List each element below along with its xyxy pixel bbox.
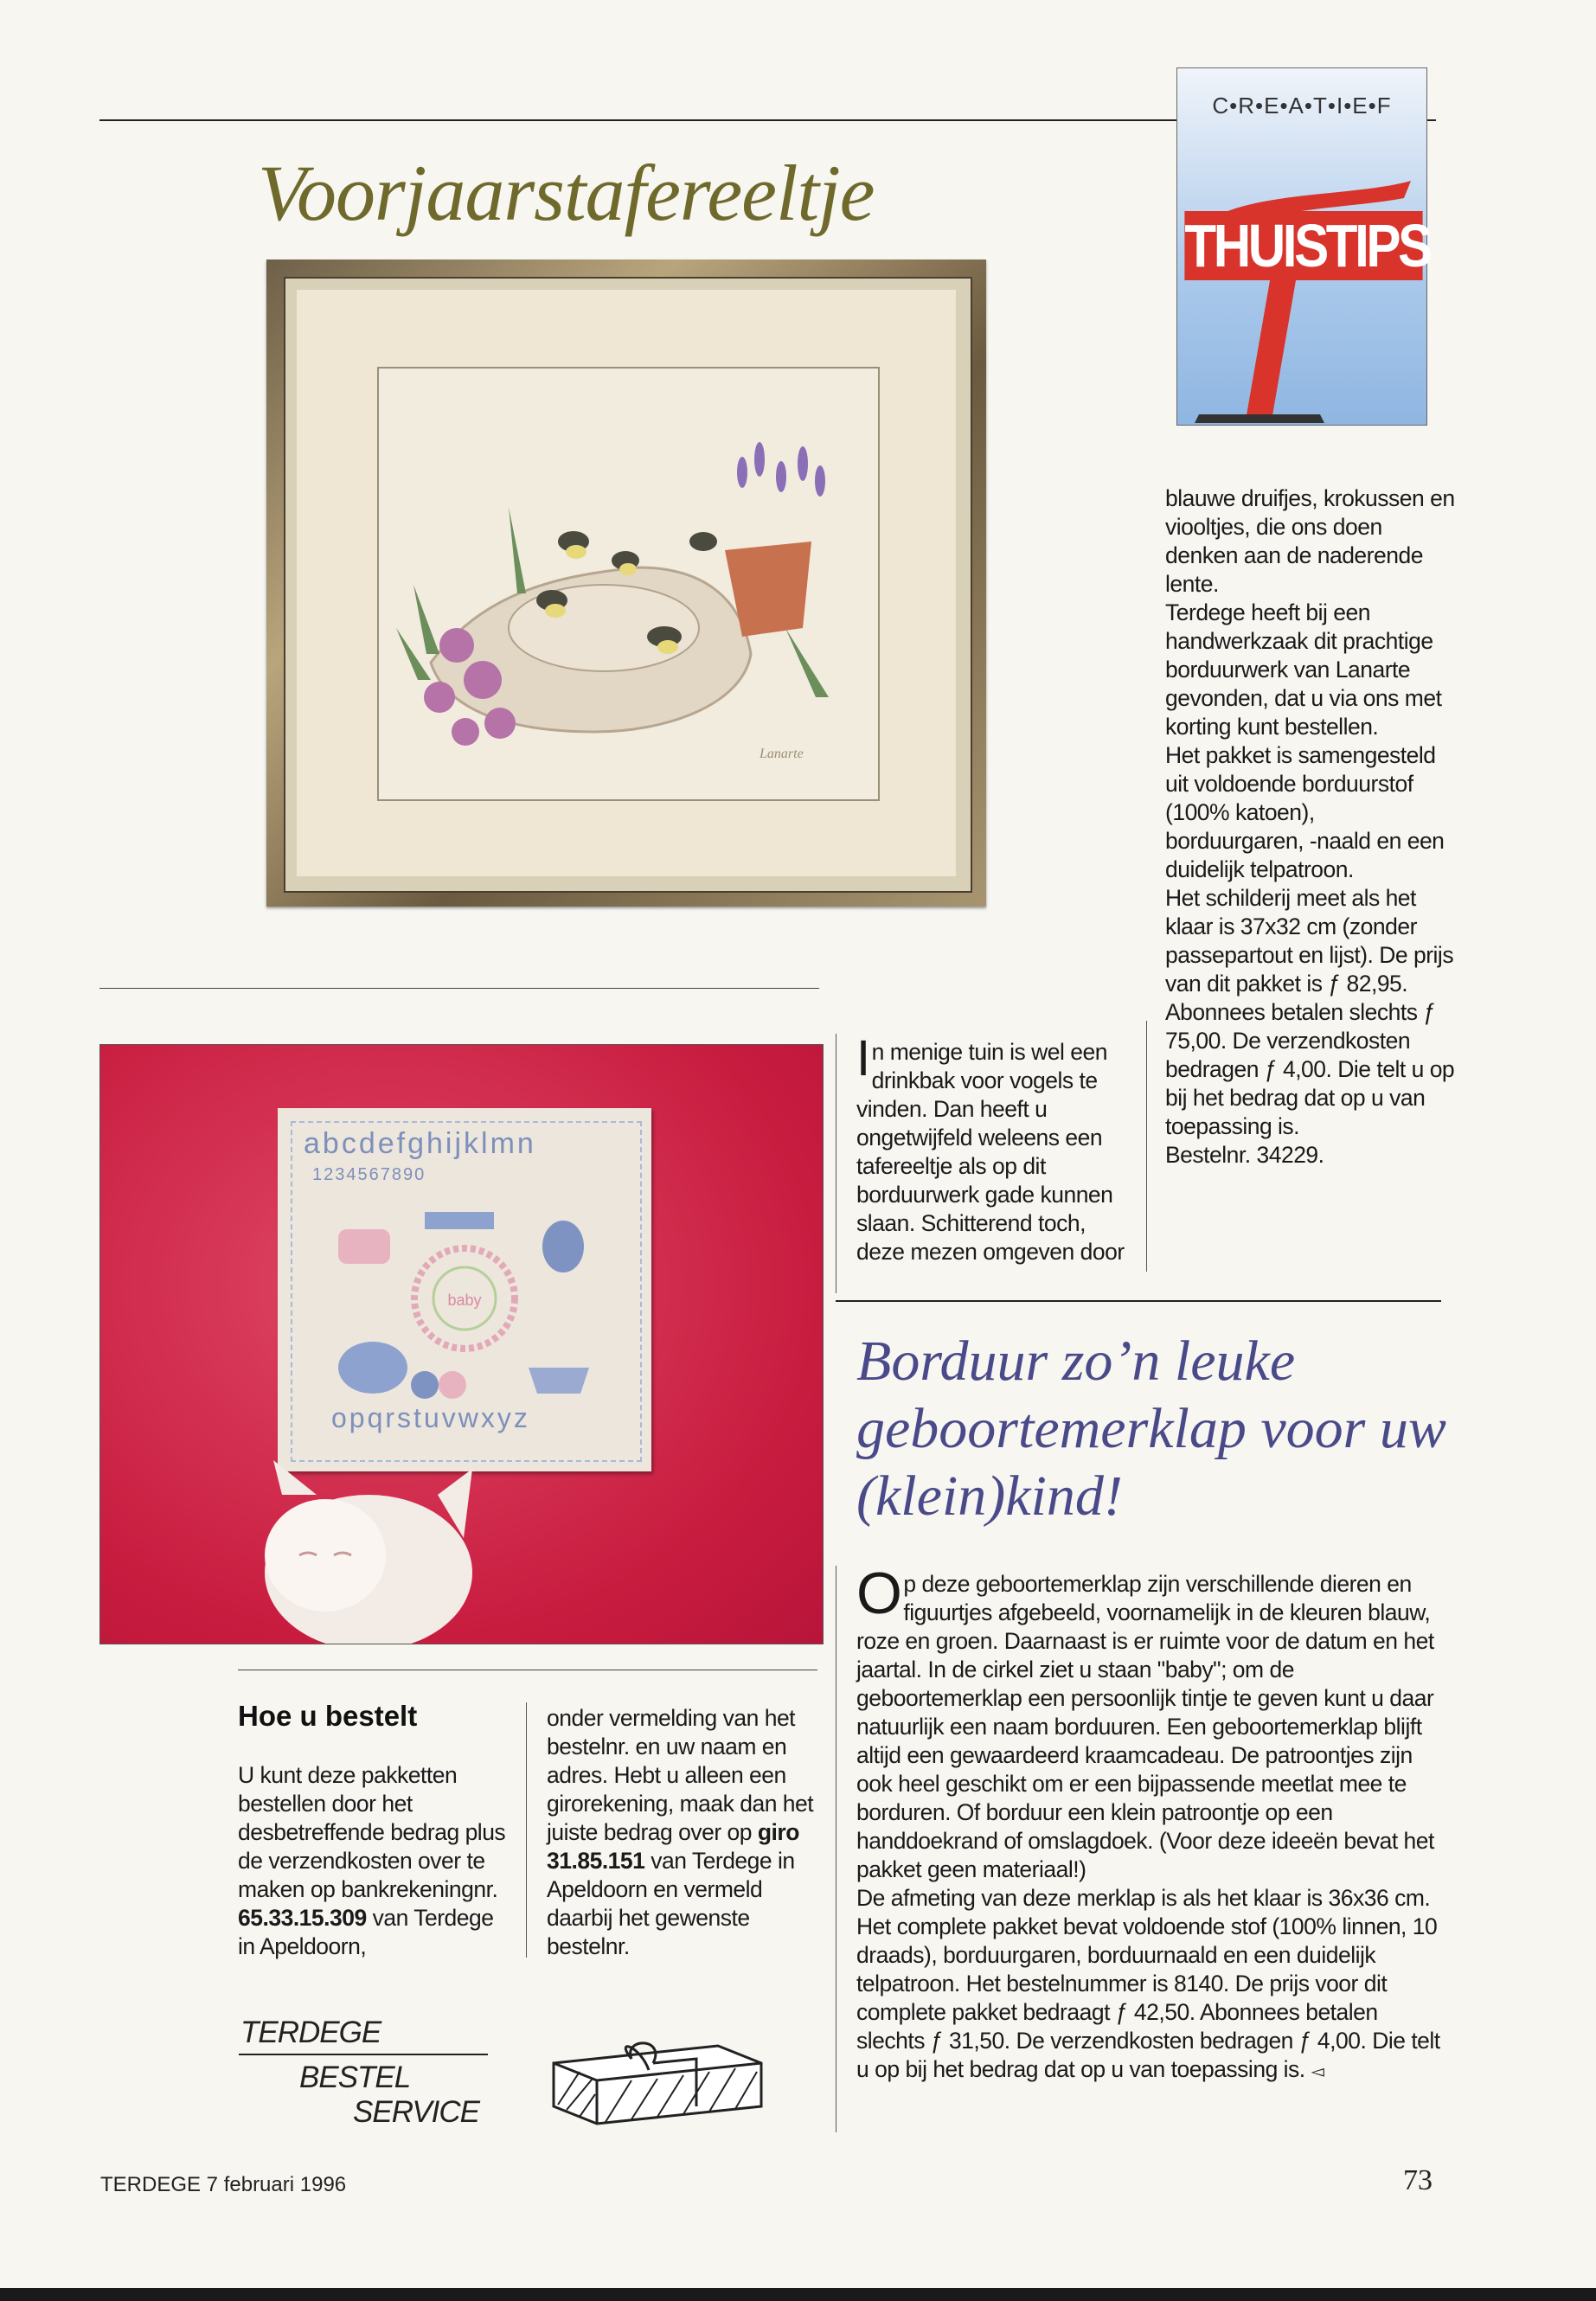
terdege-bestel-service-logo — [239, 2016, 490, 2137]
sampler-photo — [99, 1044, 824, 1644]
paragraph-text: De afmeting van deze merklap is als het klaar is 36x36 cm. Het complete pakket bevat voldoende stof (100% linnen, 10 draads), borduurgaren, borduurnaald en een duidelijk telpatroon. Het bestelnummer is 8140. De prijs voor dit complete pakket bedraagt ƒ 42,50. Abonnees betalen slechts ƒ 31,50. De verzendkosten bedragen ƒ 4,00. Die telt u op bij het bedrag dat op u van toepassing is. — [856, 1885, 1440, 2082]
order-text: van Terdege in Apeldoorn en vermeld daarbij het gewenste bestelnr. — [547, 1848, 795, 1959]
page-number: 73 — [1403, 2164, 1433, 2196]
sampler-alphabet-bottom: opqrstuvwxyz — [331, 1402, 530, 1433]
sampler-motifs — [304, 1195, 625, 1428]
paragraph: Het schilderij meet als het klaar is 37x32 cm (zonder passepartout en lijst). De prijs van dit pakket is ƒ 82,95. Abonnees betalen slechts ƒ 75,00. De verzendkosten bedragen ƒ 4,00. Die telt u op bij het bedrag dat op u van toepassing is. — [1165, 885, 1455, 1139]
paragraph: p deze geboortemerklap zijn verschillende dieren en figuurtjes afgebeeld, voornamelijk in de kleuren blauw, roze en groen. Daarnaast is er ruimte voor de datum en het jaartal. In de cirkel ziet u staan "baby"; om de geboortemerklap een persoonlijk tintje te geven kunt u daar natuurlijk een naam borduuren. Een geboortemerklap blijft altijd een gewaardeerd kraamcadeau. De patroontjes zijn ook heel geschikt om er een bijpassende meetlat mee te borduren. Of borduur een klein patroontje op een handdoekrand of omslagdoek. (Voor deze ideeën bevat het pakket geen materiaal!) — [856, 1571, 1434, 1882]
thuistips-logo — [1176, 67, 1430, 426]
order-heading: Hoe u bestelt — [238, 1700, 418, 1732]
end-mark: ◅ — [1311, 2062, 1324, 2081]
brand-label: C•R•E•A•T•I•E•F — [1212, 93, 1392, 119]
dropcap: I — [856, 1030, 870, 1086]
gift-package-icon — [545, 2011, 770, 2132]
footer-issue: TERDEGE 7 februari 1996 — [100, 2173, 347, 2196]
column-rule — [526, 1702, 527, 1958]
paragraph — [856, 1884, 1445, 2086]
lanarte-signature: Lanarte — [760, 747, 804, 761]
order-text: onder vermelding van het bestelnr. en uw naam en adres. Hebt u alleen een girorekening, maak dan het juiste bedrag over op — [547, 1705, 814, 1845]
divider-rule — [99, 988, 819, 989]
birdbath-scene-image — [379, 369, 878, 799]
divider-rule — [836, 1300, 1441, 1302]
giro-number: giro 31.85.151 — [547, 1819, 799, 1874]
framed-embroidery-image — [266, 260, 986, 907]
paragraph: blauwe druifjes, krokussen en viooltjes, die ons doen denken aan de naderende lente. — [1165, 485, 1455, 597]
paragraph: Bestelnr. 34229. — [1165, 1142, 1324, 1168]
dropcap: O — [856, 1561, 902, 1626]
paragraph: Terdege heeft bij een handwerkzaak dit prachtige borduurwerk van Lanarte gevonden, dat u via ons met korting kunt bestellen. — [1165, 599, 1442, 740]
article2-body — [856, 1561, 1445, 2086]
plush-cat-image — [247, 1460, 524, 1644]
logo-line-1: TERDEGE — [240, 2016, 381, 2049]
sampler-baby-label: baby — [447, 1292, 482, 1309]
paragraph: Het pakket is samengesteld uit voldoende borduurstof (100% katoen), borduurgaren, -naald en een duidelijk telpatroon. — [1165, 742, 1445, 882]
order-text: van Terdege in Apeldoorn, — [238, 1905, 494, 1959]
bank-number: 65.33.15.309 — [238, 1905, 367, 1931]
article-title: Voorjaarstafereeltje — [258, 149, 875, 237]
birth-sampler-image — [278, 1108, 651, 1471]
logo-line-2: BESTEL — [299, 2061, 411, 2094]
order-column-2 — [547, 1704, 822, 1961]
order-column-1 — [238, 1761, 506, 1961]
logo-line-3: SERVICE — [353, 2095, 480, 2129]
brand-name: THUISTIPS — [1184, 212, 1430, 279]
order-text: U kunt deze pakketten bestellen door het desbetreffende bedrag plus de verzendkosten over te maken op bankrekeningnr. — [238, 1762, 506, 1902]
article2-title: Borduur zo’n leuke geboortemerklap voor uw (klein)kind! — [856, 1330, 1446, 1528]
sampler-numbers: 1234567890 — [312, 1165, 426, 1184]
intro-text: n menige tuin is wel een drinkbak voor vogels te vinden. Dan heeft u ongetwijfeld weleens een tafereeltje als op dit borduurwerk gade kunnen slaan. Schitterend toch, deze mezen omgeven door — [856, 1039, 1125, 1265]
article1-right-column — [1165, 484, 1455, 1170]
thuistips-t-icon — [1177, 163, 1430, 423]
sampler-alphabet-top: abcdefghijklmn — [304, 1127, 536, 1160]
column-rule — [1146, 1021, 1147, 1272]
article1-intro — [856, 1030, 1138, 1266]
